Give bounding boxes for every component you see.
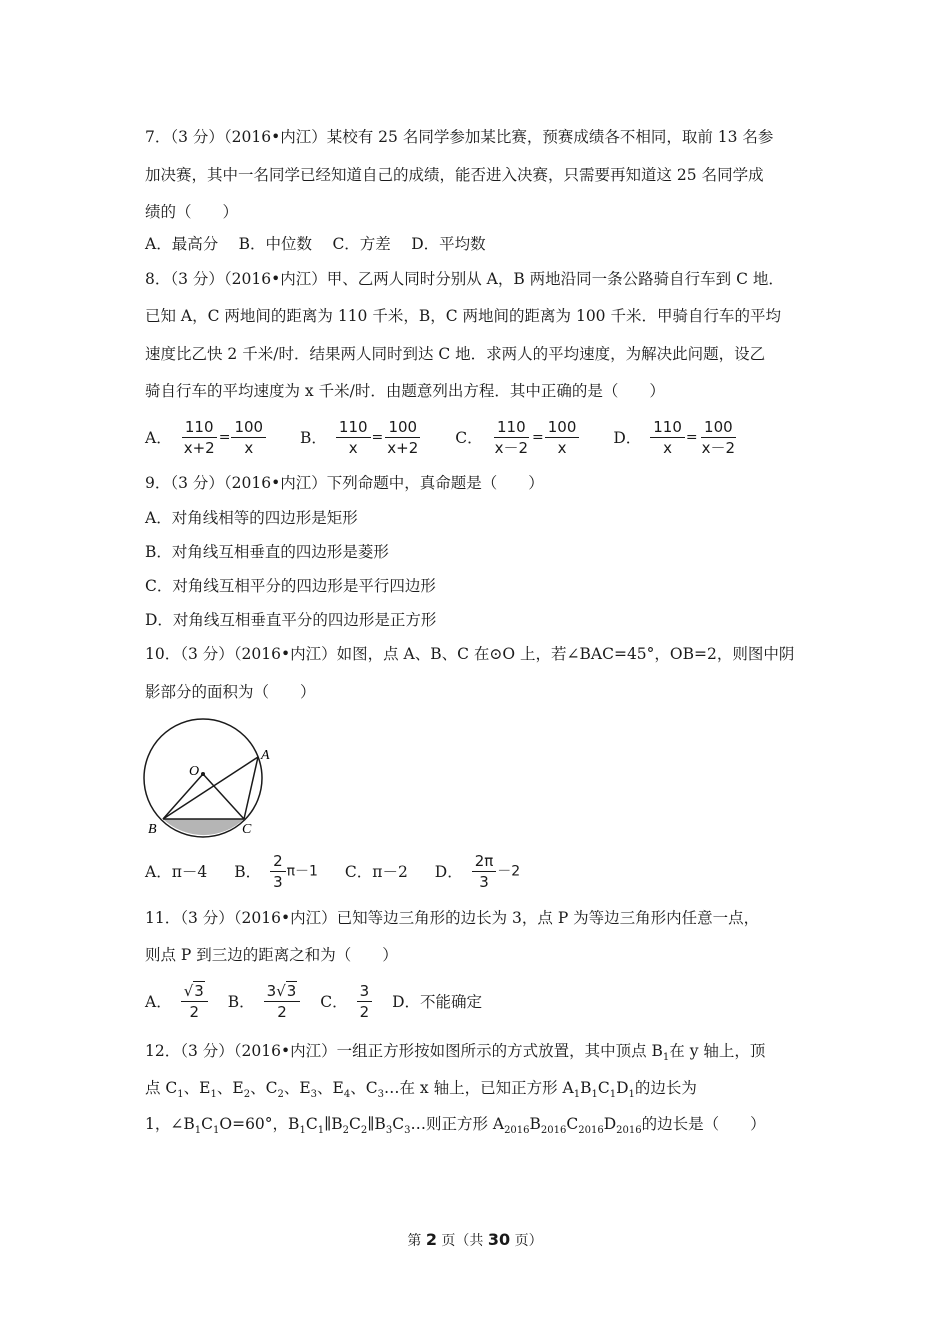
- option-label: B．: [227, 992, 255, 1011]
- numerator: 110: [336, 418, 371, 438]
- q8-line4: 骑自行车的平均速度为 x 千米/时．由题意列出方程．其中正确的是（ ）: [145, 382, 665, 400]
- denominator: x+2: [183, 439, 215, 457]
- text: C: [597, 1079, 610, 1097]
- fraction: [181, 418, 218, 457]
- q8-option-d: [613, 418, 739, 457]
- numerator: 2: [270, 852, 286, 872]
- text: C: [305, 1115, 318, 1133]
- subscript: 1: [299, 1125, 306, 1137]
- denominator: 2: [359, 1003, 370, 1021]
- denominator: x: [244, 439, 254, 457]
- text: 的边长是（ ）: [641, 1115, 766, 1133]
- option-label: D．: [434, 862, 463, 881]
- denominator: 3: [273, 873, 283, 891]
- chord-ac: [244, 757, 258, 819]
- text: 在 y 轴上，顶: [669, 1042, 766, 1060]
- fraction: [650, 418, 685, 457]
- page-footer: [0, 1230, 950, 1250]
- text: 、E: [317, 1079, 344, 1097]
- q10-option-a: A．π－4: [145, 862, 208, 881]
- numerator: 3: [357, 982, 373, 1002]
- q11-line2: 则点 P 到三边的距离之和为（ ）: [145, 946, 398, 964]
- subscript: 2: [342, 1125, 349, 1137]
- numerator: 100: [385, 418, 420, 438]
- q12-line3: [145, 1114, 766, 1141]
- q10-options: [145, 852, 520, 891]
- fraction: [270, 852, 286, 891]
- label-o: O: [189, 764, 200, 779]
- q10-option-b: [234, 852, 318, 891]
- numerator: 110: [494, 418, 529, 438]
- subscript: 1: [628, 1089, 635, 1101]
- q11-option-d: D．不能确定: [392, 992, 483, 1011]
- text: 、C: [250, 1079, 278, 1097]
- label-b: B: [148, 822, 157, 837]
- denominator: x: [557, 439, 567, 457]
- q7-options: A．最高分 B．中位数 C．方差 D．平均数: [145, 235, 486, 253]
- text: 、E: [183, 1079, 211, 1097]
- option-label: A．: [145, 992, 172, 1011]
- numerator: 110: [182, 418, 217, 438]
- subscript: 1: [609, 1089, 617, 1101]
- q11-option-a: [145, 982, 209, 1021]
- text: D: [603, 1115, 617, 1133]
- numerator: 100: [701, 418, 736, 438]
- option-label: C．: [455, 428, 483, 447]
- text: 第: [407, 1233, 426, 1249]
- text: 的边长为: [634, 1079, 697, 1097]
- subscript: 3: [404, 1125, 411, 1137]
- fraction: [336, 418, 371, 457]
- fraction: [181, 982, 208, 1021]
- q10-line1: 10．（3 分）（2016•内江）如图，点 A、B、C 在⊙O 上，若∠BAC=45°，OB=2，则图中阴: [145, 645, 795, 663]
- denominator: 3: [479, 873, 489, 891]
- denominator: x－2: [701, 439, 736, 457]
- text: D: [616, 1079, 629, 1097]
- denominator: x+2: [387, 439, 419, 457]
- chord-ab: [163, 757, 258, 819]
- text: …则正方形 A: [410, 1115, 505, 1133]
- subscript: 1: [591, 1089, 598, 1101]
- q8-option-c: [455, 418, 580, 457]
- text: ∥B: [324, 1115, 343, 1133]
- text: 、E: [283, 1079, 311, 1097]
- text: 、C: [350, 1079, 378, 1097]
- numerator: 2π: [472, 852, 497, 872]
- text: B: [580, 1079, 592, 1097]
- subscript: 1: [317, 1125, 325, 1137]
- subscript: 2016: [578, 1125, 604, 1137]
- subscript: 1: [662, 1052, 670, 1064]
- text: 12．（3 分）（2016•内江）一组正方形按如图所示的方式放置，其中顶点 B: [145, 1042, 663, 1060]
- option-label: A．: [145, 428, 172, 447]
- numerator: √3: [181, 982, 208, 1002]
- q11-line1: 11．（3 分）（2016•内江）已知等边三角形的边长为 3，点 P 为等边三角形内任意一点，: [145, 909, 760, 927]
- q8-option-a: [145, 418, 267, 457]
- subscript: 2016: [616, 1125, 642, 1137]
- subscript: 1: [177, 1089, 184, 1101]
- subscript: 1: [210, 1089, 217, 1101]
- text: ∥B: [367, 1115, 386, 1133]
- q8-line1: 8．（3 分）（2016•内江）甲、乙两人同时分别从 A，B 两地沿同一条公路骑自行车到 C 地．: [145, 270, 784, 288]
- option-label: D．: [613, 428, 642, 447]
- subscript: 2016: [540, 1125, 567, 1137]
- q8-line2: 已知 A，C 两地间的距离为 110 千米，B，C 两地间的距离为 100 千米．甲骑自行车的平均: [145, 307, 781, 325]
- text: C: [201, 1115, 213, 1133]
- q10-line2: 影部分的面积为（ ）: [145, 683, 316, 701]
- q9-option-b: B．对角线互相垂直的四边形是菱形: [145, 543, 389, 561]
- label-c: C: [242, 822, 252, 837]
- text: 1，∠B: [145, 1115, 195, 1133]
- numerator: 110: [650, 418, 685, 438]
- subscript: 1: [573, 1089, 581, 1101]
- equals-sign: =: [685, 429, 698, 446]
- q9-option-d: D．对角线互相垂直平分的四边形是正方形: [145, 611, 437, 629]
- fraction: [545, 418, 580, 457]
- center-point: [201, 772, 205, 776]
- coefficient: 3: [266, 982, 277, 1000]
- fraction: [357, 982, 373, 1021]
- equals-sign: =: [532, 429, 544, 446]
- expression-tail: －2: [497, 863, 521, 880]
- text: C: [349, 1115, 361, 1133]
- label-a: A: [261, 748, 270, 763]
- denominator: 2: [189, 1003, 200, 1021]
- q10-circle-figure: [138, 712, 288, 840]
- q8-option-b: [300, 418, 422, 457]
- denominator: x: [663, 439, 673, 457]
- subscript: 3: [377, 1089, 384, 1101]
- fraction: [231, 418, 266, 457]
- q9-option-c: C．对角线互相平分的四边形是平行四边形: [145, 577, 436, 595]
- text: O=60°，B: [219, 1115, 300, 1133]
- q9-option-a: A．对角线相等的四边形是矩形: [145, 509, 358, 527]
- shaded-segment: [163, 819, 244, 835]
- numerator: 3√3: [264, 982, 301, 1002]
- radicand: 3: [286, 982, 297, 1000]
- q11-option-b: [228, 982, 302, 1021]
- text: 、E: [216, 1079, 244, 1097]
- text: C: [392, 1115, 405, 1133]
- subscript: 2016: [504, 1125, 530, 1137]
- fraction: [699, 418, 738, 457]
- equals-sign: =: [218, 429, 231, 446]
- denominator: 2: [277, 1003, 287, 1021]
- q7-line1: 7．（3 分）（2016•内江）某校有 25 名同学参加某比赛，预赛成绩各不相同，取前 13 名参: [145, 128, 774, 146]
- radicand: 3: [194, 982, 204, 1000]
- text: C: [566, 1115, 579, 1133]
- q12-line1: [145, 1041, 765, 1068]
- q11-options: [145, 982, 482, 1021]
- total-pages: 30: [487, 1230, 511, 1249]
- denominator: x: [348, 439, 358, 457]
- subscript: 2: [360, 1125, 368, 1137]
- q12-line2: [145, 1078, 697, 1105]
- option-label: B．: [234, 862, 262, 881]
- q7-line2: 加决赛，其中一名同学已经知道自己的成绩，能否进入决赛，只需要再知道这 25 名同学成: [145, 166, 764, 184]
- option-label: C．: [320, 992, 348, 1011]
- text: 页）: [510, 1233, 543, 1249]
- subscript: 2: [277, 1089, 284, 1101]
- denominator: x－2: [494, 439, 529, 457]
- q10-option-d: [435, 852, 520, 891]
- option-label: B．: [300, 428, 327, 447]
- fraction: [264, 982, 301, 1021]
- q8-line3: 速度比乙快 2 千米/时．结果两人同时到达 C 地．求两人的平均速度，为解决此问题，设乙: [145, 345, 766, 363]
- subscript: 1: [213, 1125, 220, 1137]
- fraction: [384, 418, 421, 457]
- radius-oc: [203, 774, 244, 819]
- subscript: 3: [310, 1089, 318, 1101]
- equals-sign: =: [371, 429, 384, 446]
- q9-line1: 9．（3 分）（2016•内江）下列命题中，真命题是（ ）: [145, 474, 544, 492]
- text: 页（共: [436, 1233, 488, 1249]
- text: …在 x 轴上，已知正方形 A: [383, 1079, 574, 1097]
- q8-options: [145, 418, 739, 457]
- page-number: 2: [425, 1230, 437, 1249]
- subscript: 3: [385, 1125, 393, 1137]
- q7-line3: 绩的（ ）: [145, 203, 239, 221]
- subscript: 1: [194, 1125, 202, 1137]
- numerator: 100: [545, 418, 580, 438]
- q11-option-c: [320, 982, 373, 1021]
- q10-option-c: C．π－2: [344, 862, 408, 881]
- expression-tail: π－1: [286, 863, 318, 880]
- fraction: [472, 852, 497, 891]
- fraction: [492, 418, 531, 457]
- subscript: 4: [343, 1089, 351, 1101]
- subscript: 2: [243, 1089, 251, 1101]
- text: B: [529, 1115, 541, 1133]
- text: 点 C: [145, 1079, 178, 1097]
- numerator: 100: [231, 418, 266, 438]
